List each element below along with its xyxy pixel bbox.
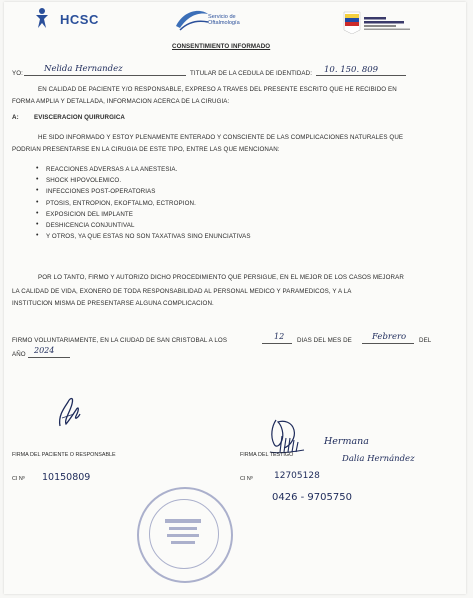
list-item: • INFECCIONES POST-OPERATORIAS xyxy=(36,188,251,199)
informed-line-2: PODRIAN PRESENTARSE EN LA CIRUGIA DE ESTE TIPO, ENTRE LAS QUE MENCIONAN: xyxy=(12,146,280,153)
cedula-line xyxy=(316,75,406,76)
patient-name-handwritten: Nelida Hernandez xyxy=(44,64,123,74)
stamp-emblem-icon xyxy=(161,515,205,551)
phone-handwritten: 0426 - 9705750 xyxy=(272,492,352,503)
list-item: • PTOSIS, ENTROPION, EKOFTALMO, ECTROPION. xyxy=(36,200,251,211)
complications-list xyxy=(36,166,251,244)
list-item: • SHOCK HIPOVOLEMICO. xyxy=(36,177,251,188)
list-item: • REACCIONES ADVERSAS A LA ANESTESIA. xyxy=(36,166,251,177)
month-handwritten: Febrero xyxy=(372,332,407,342)
procedure-label: A: xyxy=(12,114,19,121)
intro-paragraph-line-2: FORMA AMPLIA Y DETALLADA, INFORMACION ACERCA DE LA CIRUGIA: xyxy=(12,98,230,105)
titular-label: TITULAR DE LA CEDULA DE IDENTIDAD: xyxy=(190,70,313,77)
signing-prefix: FIRMO VOLUNTARIAMENTE, EN LA CIUDAD DE SAN CRISTOBAL A LOS xyxy=(12,337,228,344)
eye-swoosh-icon xyxy=(174,8,210,34)
witness-signature-label: FIRMA DEL TESTIGO xyxy=(240,452,294,458)
dias-label: DIAS DEL MES DE xyxy=(297,337,352,344)
del-label: DEL xyxy=(419,337,432,344)
document-title: CONSENTIMIENTO INFORMADO xyxy=(172,43,271,50)
patient-signature-label: FIRMA DEL PACIENTE O RESPONSABLE xyxy=(12,452,116,458)
intro-paragraph-line-1: EN CALIDAD DE PACIENTE Y/O RESPONSABLE, EXPRESO A TRAVES DEL PRESENTE ESCRITO QUE HE RECIBIDO EN xyxy=(38,86,397,93)
procedure-name: EVISCERACION QUIRURGICA xyxy=(34,114,125,121)
year-handwritten: 2024 xyxy=(34,346,55,355)
witness-ci-handwritten: 12705128 xyxy=(274,471,320,481)
venezuela-flag-icon xyxy=(342,10,362,34)
authorization-line-1: POR LO TANTO, FIRMO Y AUTORIZO DICHO PROCEDIMIENTO QUE PERSIGUE, EN EL MEJOR DE LOS CASOS MEJORAR xyxy=(38,274,404,281)
list-item: • EXPOSICION DEL IMPLANTE xyxy=(36,211,251,222)
authorization-line-3: INSTITUCION MISMA DE PRESENTARSE ALGUNA COMPLICACION. xyxy=(12,300,214,307)
cedula-handwritten: 10. 150. 809 xyxy=(324,65,379,75)
patient-signature-icon xyxy=(54,394,86,430)
witness-ci-label: CI Nº xyxy=(240,476,253,482)
name-line xyxy=(24,75,186,76)
day-line xyxy=(262,343,292,344)
servicio-logo-line-1: Servicio de xyxy=(208,14,236,20)
servicio-logo-line-2: Oftalmología xyxy=(208,20,240,26)
consent-document xyxy=(4,2,466,594)
hcsc-logo xyxy=(32,6,116,30)
witness-note-2: Dalia Hernández xyxy=(342,454,415,464)
official-stamp xyxy=(137,487,233,583)
patient-ci-handwritten: 10150809 xyxy=(42,472,91,483)
month-line xyxy=(362,343,414,344)
witness-note-1: Hermana xyxy=(324,436,369,447)
servicio-oftalmologia-logo xyxy=(174,8,264,38)
informed-line-1: HE SIDO INFORMADO Y ESTOY PLENAMENTE ENTERADO Y CONSCIENTE DE LAS COMPLICACIONES NATURALES QUE xyxy=(38,134,404,141)
year-line xyxy=(28,357,70,358)
hcsc-logo-text: HCSC xyxy=(60,12,99,27)
year-label: AÑO xyxy=(12,351,26,358)
day-handwritten: 12 xyxy=(274,332,285,341)
list-item: • DESHICENCIA CONJUNTIVAL xyxy=(36,222,251,233)
ministry-logo-text xyxy=(364,16,430,32)
authorization-line-2: LA CALIDAD DE VIDA, EXONERO DE TODA RESPONSABILIDAD AL PERSONAL MEDICO Y PARAMEDICOS, Y A LA xyxy=(12,288,352,295)
patient-ci-label: CI Nº xyxy=(12,476,25,482)
list-item: • Y OTROS, YA QUE ESTAS NO SON TAXATIVAS SINO ENUNCIATIVAS xyxy=(36,233,251,244)
yo-label: YO: xyxy=(12,70,23,77)
